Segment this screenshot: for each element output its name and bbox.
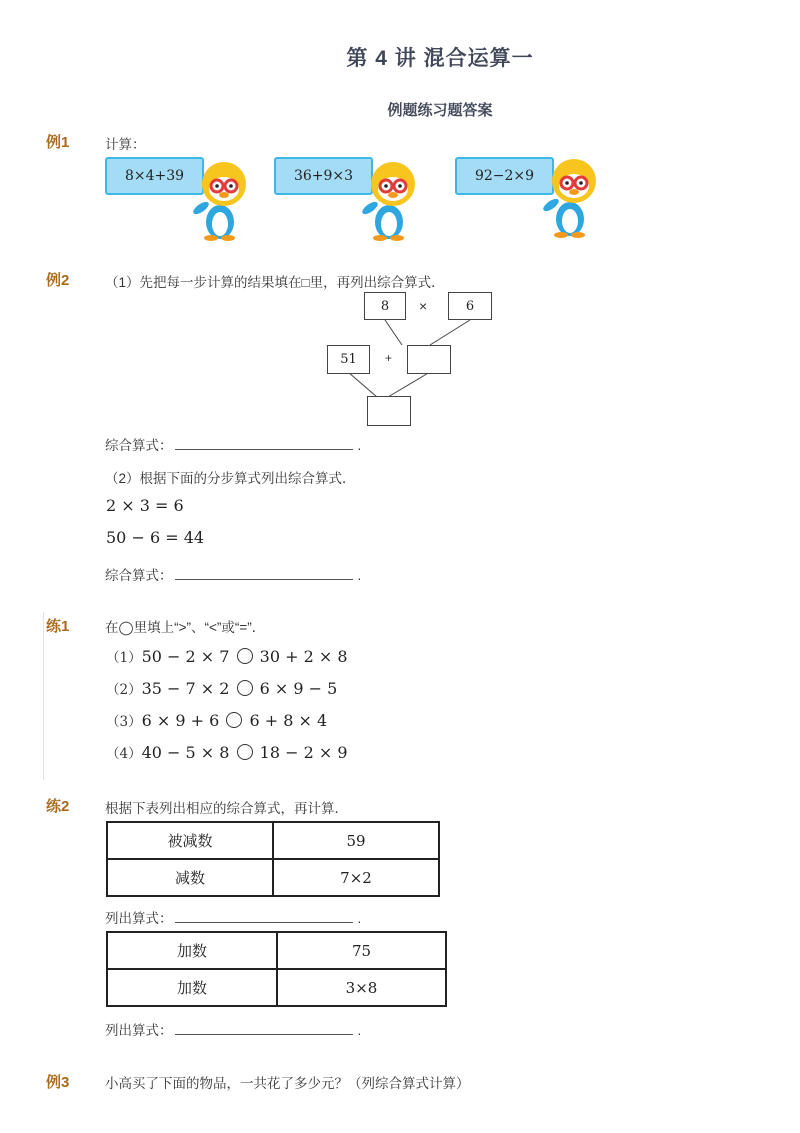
answer-period: . xyxy=(357,1023,362,1038)
comprehensive-formula-line-2 xyxy=(105,564,361,584)
compare-item-1 xyxy=(106,646,348,666)
page-title: 第 4 讲 混合运算一 xyxy=(346,47,534,70)
tree-box-product-blank[interactable] xyxy=(407,345,451,374)
section-divider-line xyxy=(43,612,44,780)
compare-circle[interactable] xyxy=(237,680,253,696)
right-expression: 6 + 8 × 4 xyxy=(249,711,328,730)
answer-label: 列出算式： xyxy=(105,1023,173,1038)
table-cell-value: 59 xyxy=(273,822,439,859)
table-cell-key: 加数 xyxy=(107,932,277,969)
item-number: （3） xyxy=(106,714,142,730)
right-expression: 6 × 9 − 5 xyxy=(259,679,338,698)
comprehensive-formula-line-1 xyxy=(105,434,361,454)
example-1-instruction: 计算： xyxy=(105,137,146,152)
step-equation-2: 50 − 6 = 44 xyxy=(106,528,205,547)
compare-item-4 xyxy=(106,742,348,762)
left-expression: 40 − 5 × 8 xyxy=(141,743,230,762)
right-expression: 18 − 2 × 9 xyxy=(259,743,348,762)
expression-box-2: 36+9×3 xyxy=(274,157,373,195)
answer-blank[interactable] xyxy=(175,910,353,923)
practice-1-instruction: 在◯里填上“>”、“<”或“=”． xyxy=(105,620,266,635)
left-expression: 50 − 2 × 7 xyxy=(141,647,230,666)
page-subtitle: 例题练习题答案 xyxy=(387,102,493,119)
example-3-question: 小高买了下面的物品，一共花了多少元？（列综合算式计算） xyxy=(105,1076,470,1091)
right-expression: 30 + 2 × 8 xyxy=(259,647,348,666)
compare-circle[interactable] xyxy=(226,712,242,728)
table-cell-key: 减数 xyxy=(107,859,273,896)
practice-1-label: 练1 xyxy=(46,618,70,635)
left-expression: 35 − 7 × 2 xyxy=(141,679,230,698)
item-number: （2） xyxy=(106,682,142,698)
table-cell-value: 3×8 xyxy=(277,969,446,1006)
compare-item-3 xyxy=(106,710,327,730)
item-number: （4） xyxy=(106,746,142,762)
table-cell-value: 7×2 xyxy=(273,859,439,896)
tree-box-addend: 51 xyxy=(327,345,370,374)
tree-box-result-blank[interactable] xyxy=(367,396,411,426)
tree-box-factor-b: 6 xyxy=(448,292,492,320)
example-1-label: 例1 xyxy=(46,134,70,151)
tree-box-factor-a: 8 xyxy=(364,292,406,320)
step-equation-1: 2 × 3 = 6 xyxy=(106,496,184,515)
answer-blank[interactable] xyxy=(175,567,353,580)
penguin-mascot-icon xyxy=(543,155,605,239)
example-2-label: 例2 xyxy=(46,272,70,289)
formula-line-2 xyxy=(105,1019,361,1039)
example-3-label: 例3 xyxy=(46,1074,70,1091)
expression-box-1: 8×4+39 xyxy=(105,157,204,195)
answer-period: . xyxy=(357,911,362,926)
table-cell-key: 加数 xyxy=(107,969,277,1006)
table-cell-value: 75 xyxy=(277,932,446,969)
data-table-1 xyxy=(106,821,440,897)
example-2-part1: （1）先把每一步计算的结果填在□里，再列出综合算式． xyxy=(105,275,445,290)
answer-label: 综合算式： xyxy=(105,568,173,583)
compare-circle[interactable] xyxy=(237,648,253,664)
compare-circle[interactable] xyxy=(237,744,253,760)
table-cell-key: 被减数 xyxy=(107,822,273,859)
answer-period: . xyxy=(357,568,362,583)
practice-2-label: 练2 xyxy=(46,798,70,815)
tree-plus-sign: + xyxy=(385,351,393,365)
practice-2-instruction: 根据下表列出相应的综合算式，再计算． xyxy=(105,801,348,816)
example-2-part2: （2）根据下面的分步算式列出综合算式． xyxy=(105,471,356,486)
formula-line-1 xyxy=(105,907,361,927)
compare-item-2 xyxy=(106,678,337,698)
tree-multiply-sign: × xyxy=(419,298,428,314)
penguin-mascot-icon xyxy=(362,158,424,242)
answer-blank[interactable] xyxy=(175,437,353,450)
answer-label: 综合算式： xyxy=(105,438,173,453)
expression-box-3: 92−2×9 xyxy=(455,157,554,195)
item-number: （1） xyxy=(106,650,142,666)
data-table-2 xyxy=(106,931,447,1007)
answer-blank[interactable] xyxy=(175,1022,353,1035)
answer-label: 列出算式： xyxy=(105,911,173,926)
left-expression: 6 × 9 + 6 xyxy=(141,711,220,730)
penguin-mascot-icon xyxy=(193,158,255,242)
answer-period: . xyxy=(357,438,362,453)
